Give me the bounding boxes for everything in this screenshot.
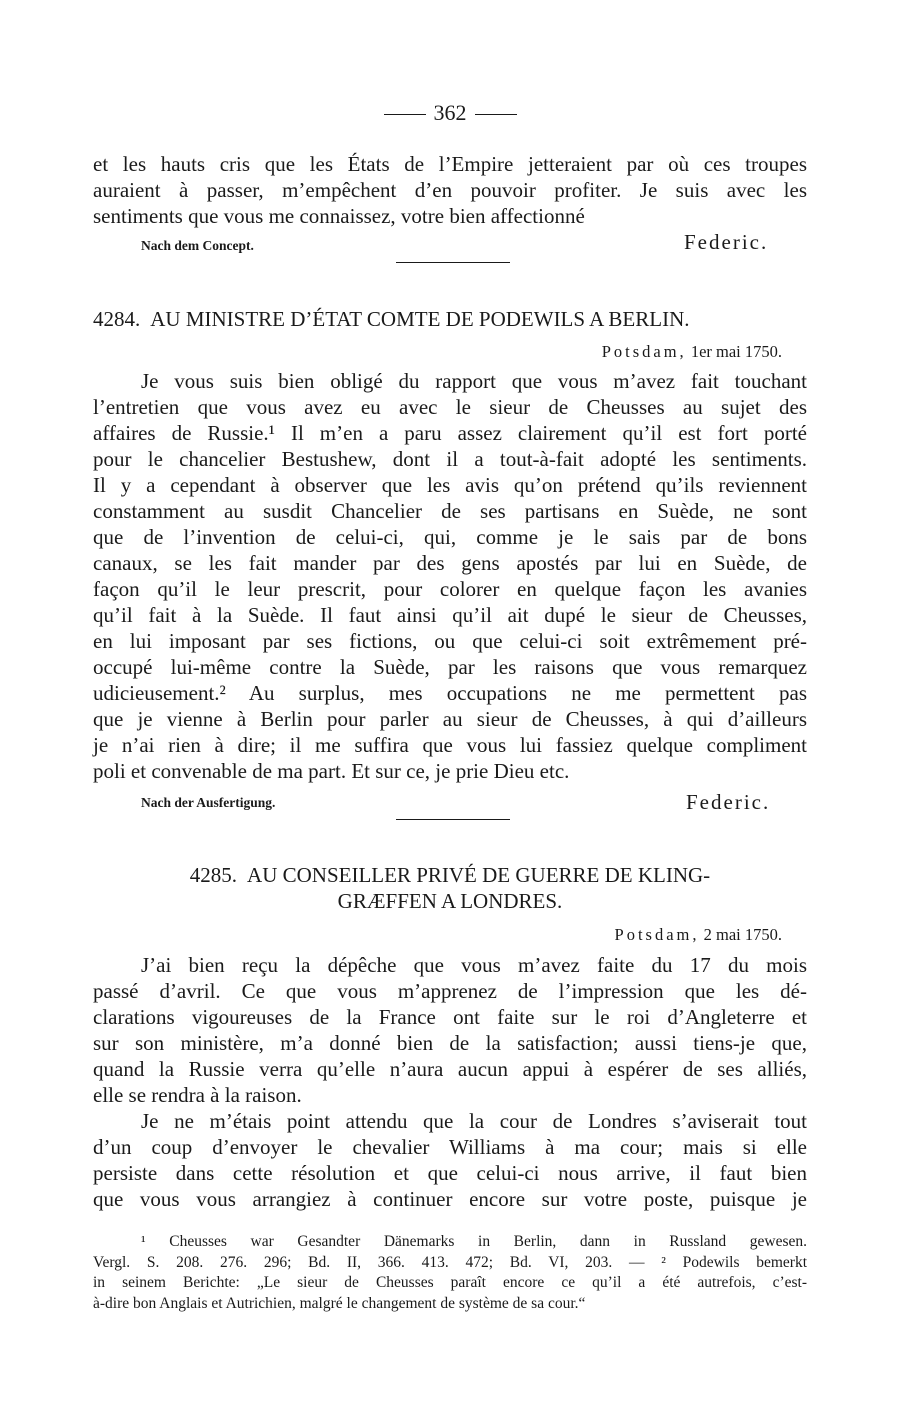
text-line: l’entretien que vous avez eu avec le sieur de Cheusses au sujet des <box>93 395 807 419</box>
text-line: affaires de Russie.¹ Il m’en a paru assez clairement qu’il est fort porté <box>93 421 807 445</box>
letter-number: 4284. <box>93 307 141 331</box>
text-line: clarations vigoureuses de la France ont faite sur le roi d’Angleterre et <box>93 1005 807 1029</box>
text-line: Il y a cependant à observer que les avis qu’on prétend qu’ils reviennent <box>93 473 807 497</box>
text-line: constamment au susdit Chancelier de ses partisans en Suède, ne sont <box>93 499 807 523</box>
text-line: canaux, se les fait mander par des gens apostés par lui en Suède, de <box>93 551 807 575</box>
page-header <box>0 100 900 126</box>
dateline-place: Potsdam, <box>614 925 700 944</box>
text-line: qu’il fait à la Suède. Il faut ainsi qu’il ait dupé le sieur de Cheusses, <box>93 603 807 627</box>
text-line: udicieusement.² Au surplus, mes occupations ne me permettent pas <box>93 681 807 705</box>
section-divider <box>396 819 510 820</box>
header-dash-left <box>384 114 426 115</box>
signature: Federic. <box>684 230 769 254</box>
footnote-line: ¹ Cheusses war Gesandter Dänemarks in Berlin, dann in Russland gewesen. <box>141 1233 807 1250</box>
text-line: en lui imposant par ses fictions, ou que celui-ci soit extrêmement pré- <box>93 629 807 653</box>
text-line: Je vous suis bien obligé du rapport que vous m’avez fait touchant <box>141 369 807 393</box>
text-line: sentiments que vous me connaissez, votre bien affectionné <box>93 204 585 228</box>
letter-number: 4285. <box>189 863 238 887</box>
dateline-place: Potsdam, <box>601 342 687 361</box>
letter-body <box>93 368 807 784</box>
text-line: pour le chancelier Bestushew, dont il a tout-à-fait adopté les sentiments. <box>93 447 807 471</box>
text-line: et les hauts cris que les États de l’Empire jetteraient par où ces troupes <box>93 152 807 176</box>
text-line: occupé lui-même contre la Suède, par les raisons que vous remarquez <box>93 655 807 679</box>
source-note: Nach dem Concept. <box>141 238 254 253</box>
footnote-line: Vergl. S. 208. 276. 296; Bd. II, 366. 413. 472; Bd. VI, 203. — ² Podewils bemerkt <box>93 1253 807 1271</box>
footnotes <box>93 1232 807 1314</box>
text-line: persiste dans cette résolution et que celui-ci nous arrive, il faut bien <box>93 1161 807 1185</box>
text-line: auraient à passer, m’empêchent d’en pouvoir profiter. Je suis avec les <box>93 178 807 202</box>
text-line: J’ai bien reçu la dépêche que vous m’avez faite du 17 du mois <box>141 953 807 977</box>
signature: Federic. <box>686 790 771 814</box>
footnote-line: à-dire bon Anglais et Autrichien, malgré le changement de système de sa cour.“ <box>93 1294 586 1312</box>
text-line: Je ne m’étais point attendu que la cour de Londres s’aviserait tout <box>141 1109 807 1133</box>
text-line: d’un coup d’envoyer le chevalier Williams à ma cour; mais si elle <box>93 1135 807 1159</box>
text-line: sur son ministère, m’a donné bien de la satisfaction; aussi tiens-je que, <box>93 1031 807 1055</box>
dateline <box>615 925 782 945</box>
letter-title: AU CONSEILLER PRIVÉ DE GUERRE DE KLING- <box>247 863 711 887</box>
section-divider <box>396 262 510 263</box>
header-dash-right <box>475 114 517 115</box>
source-note: Nach der Ausfertigung. <box>141 795 276 810</box>
text-line: façon qu’il le leur prescrit, pour colorer en quelque façon les avanies <box>93 577 807 601</box>
text-line: je n’ai rien à dire; il me suffira que vous lui fassiez quelque compliment <box>93 733 807 757</box>
dateline-date: 1er mai 1750. <box>690 342 782 361</box>
letter-title: AU MINISTRE D’ÉTAT COMTE DE PODEWILS A BERLIN. <box>150 307 690 331</box>
page-number: 362 <box>433 100 467 125</box>
dateline <box>602 342 782 362</box>
letter-heading-line <box>93 862 807 888</box>
text-line: poli et convenable de ma part. Et sur ce, je prie Dieu etc. <box>93 759 570 783</box>
text-line: que vous vous arrangiez à continuer encore sur votre poste, puisque je <box>93 1187 807 1211</box>
text-line: quand la Russie verra qu’elle n’aura aucun appui à espérer de ses alliés, <box>93 1057 807 1081</box>
text-line: que de l’invention de celui-ci, qui, comme je le sais par de bons <box>93 525 807 549</box>
footnote-line: in seinem Berichte: „Le sieur de Cheusses paraît encore ce qu’il a été autrefois, c’est- <box>93 1274 807 1291</box>
text-line: elle se rendra à la raison. <box>93 1083 302 1107</box>
text-line: que je vienne à Berlin pour parler au sieur de Cheusses, à qui d’ailleurs <box>93 707 807 731</box>
carryover-paragraph <box>93 151 807 229</box>
letter-title-continuation: GRÆFFEN A LONDRES. <box>337 889 563 913</box>
letter-heading <box>93 306 807 332</box>
dateline-date: 2 mai 1750. <box>703 925 782 944</box>
letter-heading <box>93 862 807 914</box>
text-line: passé d’avril. Ce que vous m’apprenez de l’impression que les dé- <box>93 979 807 1003</box>
letter-body <box>93 952 807 1212</box>
